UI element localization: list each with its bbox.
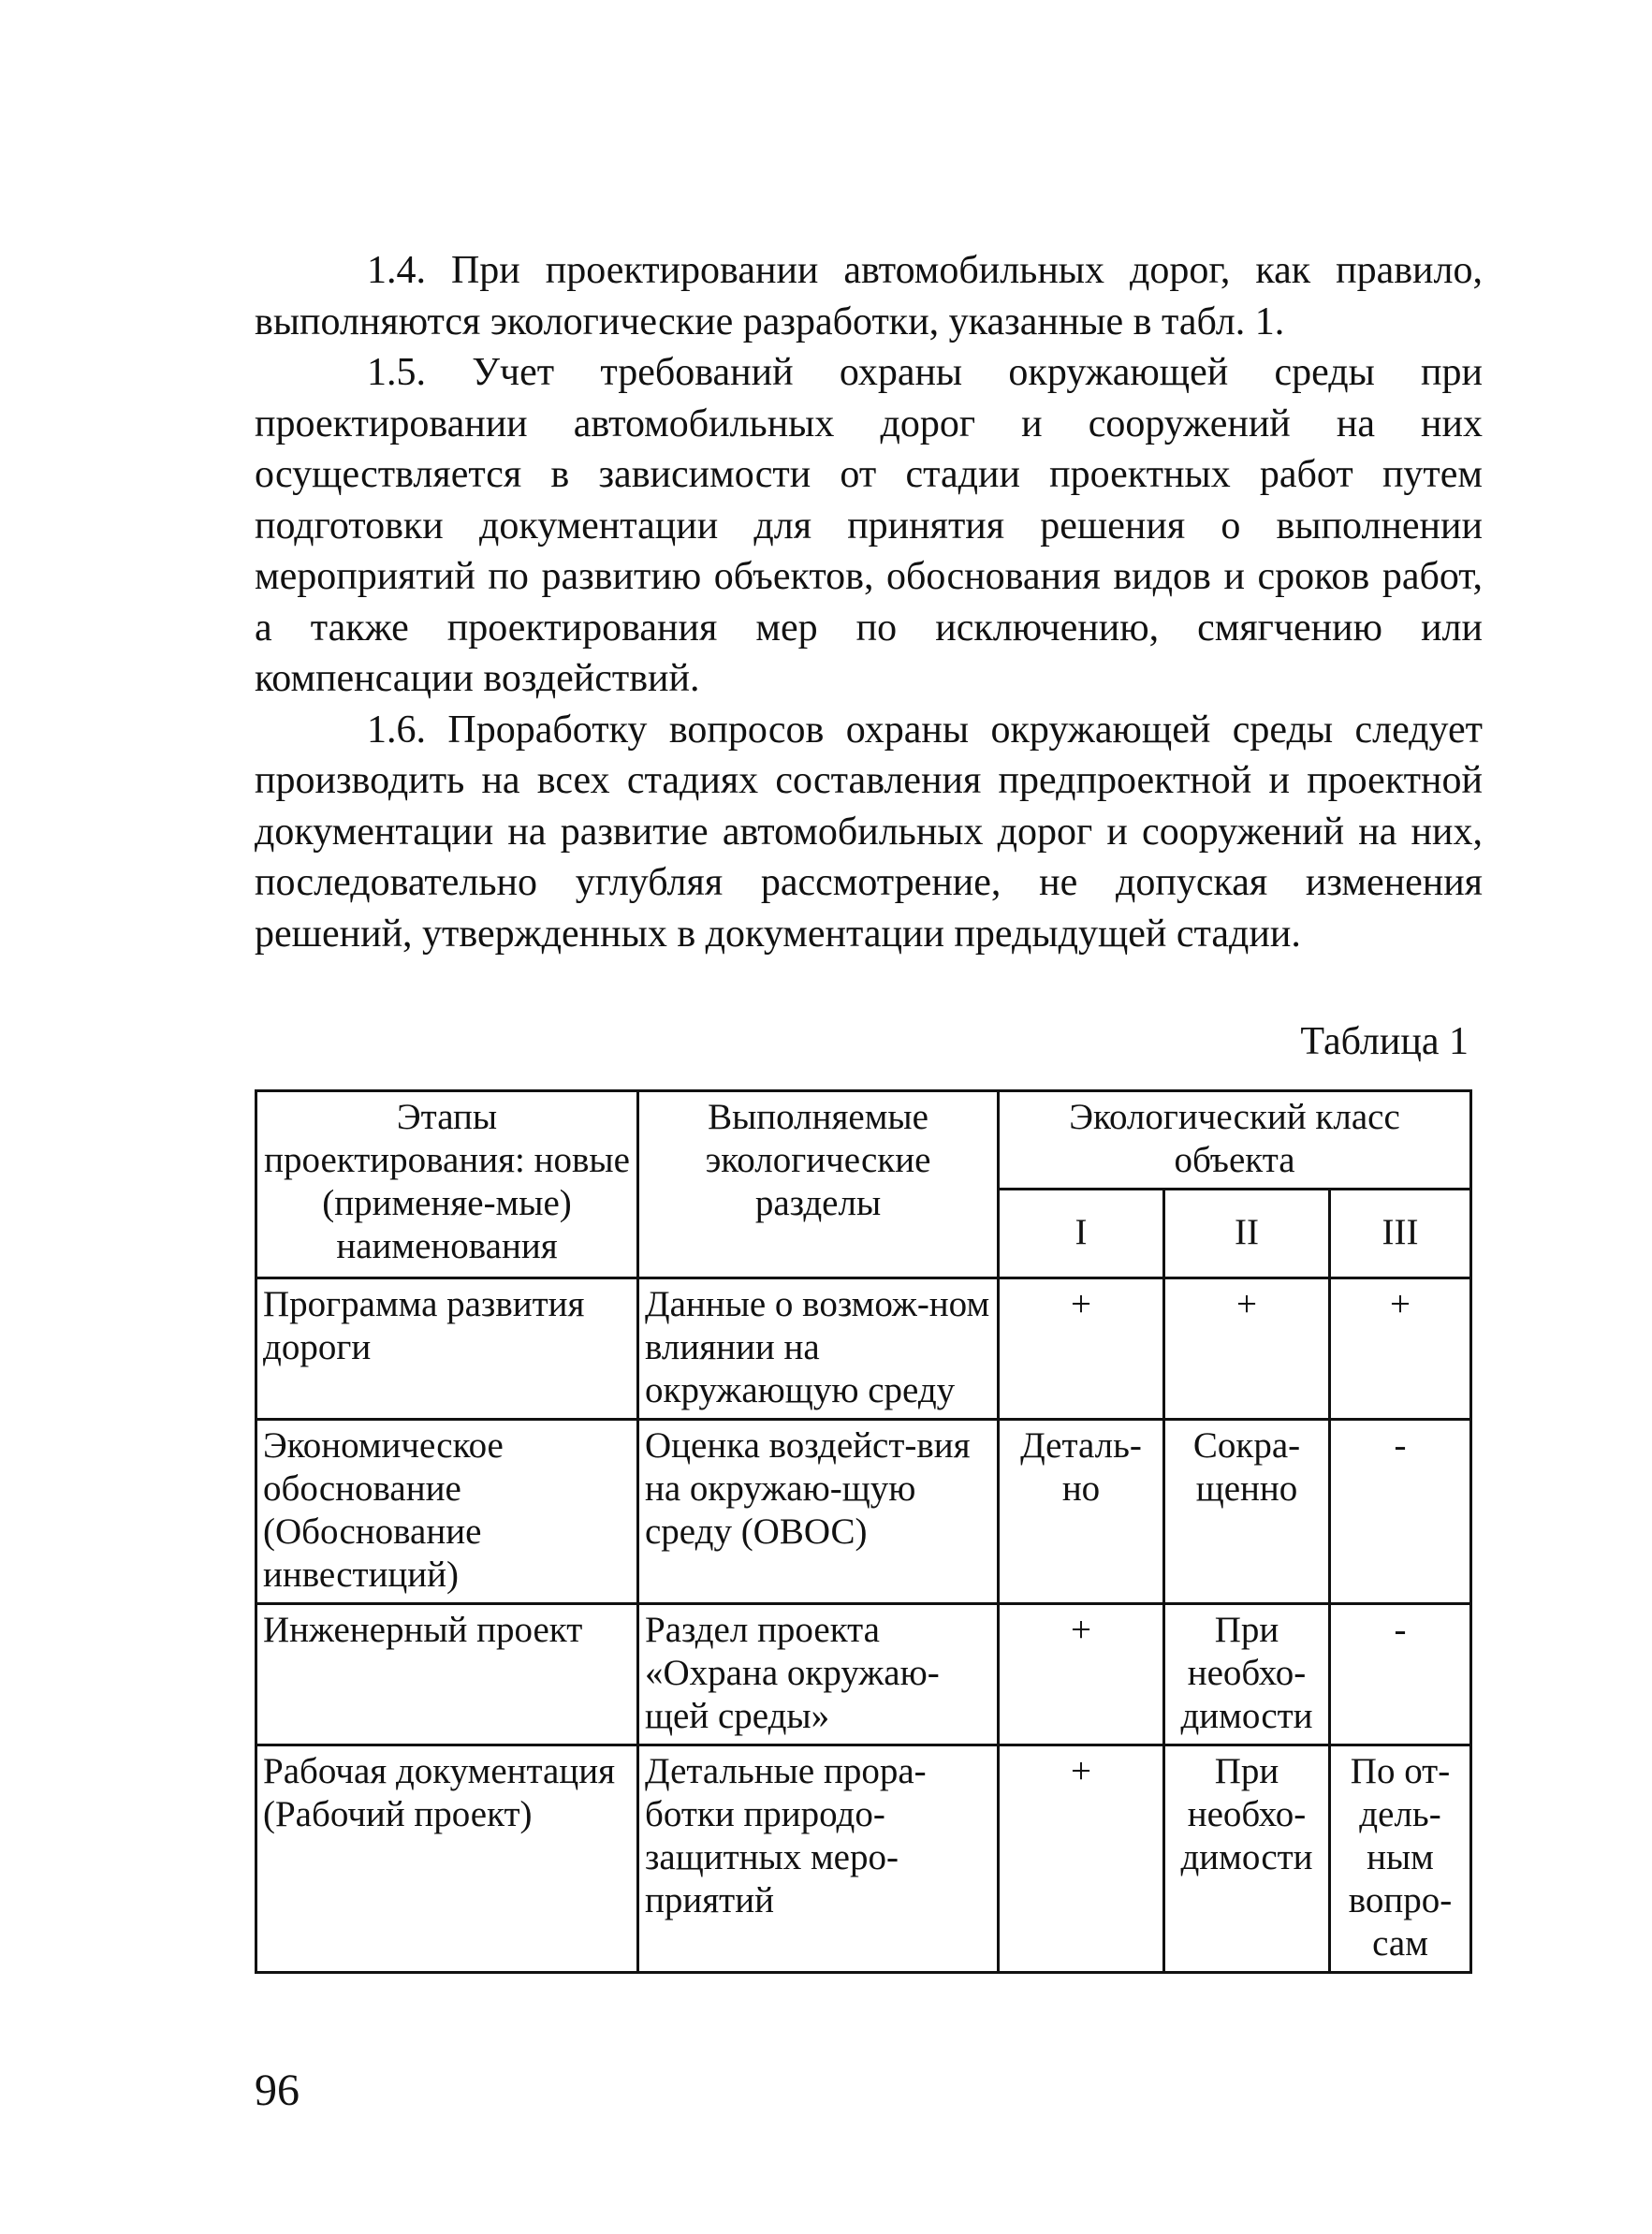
cell-section: Данные о возмож-ном влиянии на окружающую среду bbox=[638, 1278, 999, 1420]
body-text bbox=[255, 245, 1483, 959]
cell-section: Раздел проекта «Охрана окружаю-щей среды» bbox=[638, 1604, 999, 1745]
cell-stage: Программа развития дороги bbox=[256, 1278, 638, 1420]
cell-class-3: - bbox=[1330, 1420, 1471, 1604]
ecology-table bbox=[255, 1089, 1472, 1974]
table-caption: Таблица 1 bbox=[1300, 1020, 1469, 1063]
cell-class-2: + bbox=[1164, 1278, 1330, 1420]
table-header-row bbox=[256, 1091, 1471, 1190]
cell-class-3: По от-дель-ным вопро-сам bbox=[1330, 1745, 1471, 1973]
cell-stage: Рабочая документация (Рабочий проект) bbox=[256, 1745, 638, 1973]
cell-class-1: Деталь-но bbox=[999, 1420, 1164, 1604]
paragraph-1-6: 1.6. Проработку вопросов охраны окружающей среды следует производить на всех стадиях составления предпроектной и проектной документации на развитие автомобильных дорог и сооружений на них, последовательно углубляя рассмотрение, не допуская изменения решений, утвержденных в документации предыдущей стадии. bbox=[255, 708, 1483, 956]
cell-class-1: + bbox=[999, 1604, 1164, 1745]
table-row bbox=[256, 1604, 1471, 1745]
cell-section: Детальные прора-ботки природо-защитных меро-приятий bbox=[638, 1745, 999, 1973]
header-class-1: I bbox=[999, 1190, 1164, 1278]
cell-section: Оценка воздейст-вия на окружаю-щую среду (ОВОС) bbox=[638, 1420, 999, 1604]
table-row bbox=[256, 1278, 1471, 1420]
cell-class-1: + bbox=[999, 1278, 1164, 1420]
header-class-2: II bbox=[1164, 1190, 1330, 1278]
cell-class-2: При необхо-димости bbox=[1164, 1604, 1330, 1745]
paragraph-1-5: 1.5. Учет требований охраны окружающей среды при проектировании автомобильных дорог и сооружений на них осуществляется в зависимости от стадии проектных работ путем подготовки документации для принятия решения о выполнении мероприятий по развитию объектов, обоснования видов и сроков работ, а также проектирования мер по исключению, смягчению или компенсации воздействий. bbox=[255, 351, 1483, 700]
cell-class-3: - bbox=[1330, 1604, 1471, 1745]
paragraph-1-4: 1.4. При проектировании автомобильных дорог, как правило, выполняются экологические разработки, указанные в табл. 1. bbox=[255, 249, 1483, 343]
header-stages: Этапы проектирования: новые (применяе-мые) наименования bbox=[256, 1091, 638, 1278]
header-eco-class: Экологический класс объекта bbox=[999, 1091, 1471, 1190]
cell-class-3: + bbox=[1330, 1278, 1471, 1420]
cell-stage: Инженерный проект bbox=[256, 1604, 638, 1745]
table-container bbox=[255, 1089, 1469, 1974]
cell-class-1: + bbox=[999, 1745, 1164, 1973]
table-row bbox=[256, 1420, 1471, 1604]
cell-stage: Экономическое обоснование (Обоснование инвестиций) bbox=[256, 1420, 638, 1604]
header-sections: Выполняемые экологические разделы bbox=[638, 1091, 999, 1278]
cell-class-2: Сокра-щенно bbox=[1164, 1420, 1330, 1604]
header-class-3: III bbox=[1330, 1190, 1471, 1278]
table-row bbox=[256, 1745, 1471, 1973]
cell-class-2: При необхо-димости bbox=[1164, 1745, 1330, 1973]
page-number: 96 bbox=[255, 2066, 300, 2115]
